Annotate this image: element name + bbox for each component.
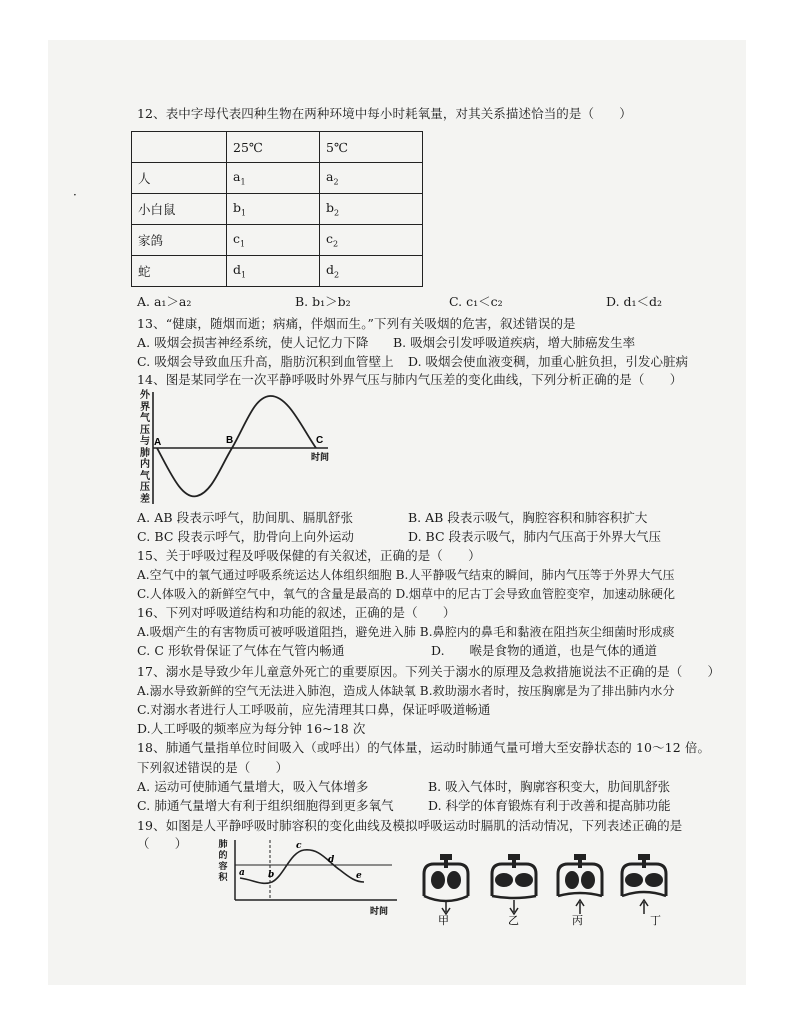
model-label-jia: 甲	[438, 914, 449, 927]
bell-jar-model-bing	[552, 852, 614, 927]
q13-option-a: A. 吸烟会损害神经系统，使人记忆力下降	[137, 335, 369, 350]
table-cell: $c_1$	[227, 225, 320, 256]
q14-pressure-chart	[150, 392, 350, 508]
table-header-cell: 5℃	[320, 132, 423, 163]
q16-option-c: C. C 形软骨保证了气体在气管内畅通	[137, 643, 345, 658]
table-header-cell: 25℃	[227, 132, 320, 163]
q19-blank: （ ）	[137, 836, 188, 851]
q16-options-ab: A.吸烟产生的有害物质可被呼吸道阻挡，避免进入肺 B.鼻腔内的鼻毛和黏液在阻挡灰尘细菌时形成痰	[137, 625, 675, 639]
margin-dot: ·	[73, 188, 77, 202]
q15-options-ab: A.空气中的氧气通过呼吸系统运达人体组织细胞 B.人平静吸气结束的瞬间，肺内气压等于外界大气压	[137, 568, 675, 582]
q17-options-ab: A.溺水导致新鲜的空气无法进入肺泡，造成人体缺氧 B.救助溺水者时，按压胸廓是为了排出肺内水分	[137, 684, 675, 698]
table-cell: $a_2$	[320, 163, 423, 194]
point-c-label: C	[316, 435, 324, 446]
table-cell: 人	[132, 163, 227, 194]
q13-option-b: B. 吸烟会引发呼吸道疾病，增大肺癌发生率	[393, 335, 636, 350]
table-row	[132, 256, 423, 287]
q14-option-a: A. AB 段表示呼气，肋间肌、膈肌舒张	[137, 510, 354, 525]
table-cell: $d_1$	[227, 256, 320, 287]
q19-stem: 19、如图是人平静呼吸时肺容积的变化曲线及模拟呼吸运动时膈肌的活动情况，下列表述正确的是	[137, 818, 683, 833]
q12-option-a: A. a₁＞a₂	[137, 294, 192, 309]
model-label-ding: 丁	[650, 914, 661, 927]
q19-y-axis-label: 肺的容积	[218, 840, 228, 883]
q18-option-c: C. 肺通气量增大有利于组织细胞得到更多氧气	[137, 798, 394, 813]
q14-option-b: B. AB 段表示吸气，胸腔容积和肺容积扩大	[408, 510, 648, 525]
q16-stem: 16、下列对呼吸道结构和功能的叙述，正确的是（ ）	[137, 605, 456, 620]
q17-stem: 17、溺水是导致少年儿童意外死亡的重要原因。下列关于溺水的原理及急救措施说法不正确的是（ ）	[137, 664, 721, 679]
q12-option-d: D. d₁＜d₂	[606, 294, 663, 309]
model-label-bing: 丙	[572, 914, 583, 927]
table-cell: 蛇	[132, 256, 227, 287]
q12-stem: 12、表中字母代表四种生物在两种环境中每小时耗氧量，对其关系描述恰当的是（ ）	[137, 106, 632, 121]
q13-option-d: D. 吸烟会使血液变稠，加重心脏负担，引发心脏病	[408, 354, 689, 369]
pressure-curve	[157, 396, 316, 496]
point-b-label: b	[268, 870, 275, 880]
q12-table	[131, 131, 423, 287]
q13-option-c: C. 吸烟会导致血压升高，脂肪沉积到血管壁上	[137, 354, 394, 369]
table-row	[132, 225, 423, 256]
q14-y-axis-label: 外界气压与肺内气压差	[140, 390, 150, 505]
q14-option-c: C. BC 段表示呼气，肋骨向上向外运动	[137, 529, 355, 544]
q14-option-d: D. BC 段表示吸气，肺内气压高于外界大气压	[408, 529, 661, 544]
table-cell: $c_2$	[320, 225, 423, 256]
point-c-label: c	[296, 841, 302, 851]
q17-option-c: C.对溺水者进行人工呼吸前，应先清理其口鼻，保证呼吸道畅通	[137, 702, 491, 717]
bell-jar-model-yi	[486, 852, 548, 927]
q15-options-cd: C.人体吸入的新鲜空气中，氧气的含量是最高的 D.烟草中的尼古丁会导致血管腔变窄，加速动脉硬化	[137, 587, 676, 601]
table-cell: $a_1$	[227, 163, 320, 194]
q18-option-d: D. 科学的体育锻炼有利于改善和提高肺功能	[428, 798, 671, 813]
q12-option-b: B. b₁＞b₂	[295, 294, 351, 309]
point-e-label: e	[356, 871, 362, 881]
table-cell: 家鸽	[132, 225, 227, 256]
point-d-label: d	[328, 855, 335, 865]
point-a-label: A	[154, 437, 162, 448]
q18-option-b: B. 吸入气体时，胸廓容积变大，肋间肌舒张	[428, 779, 671, 794]
table-cell: $d_2$	[320, 256, 423, 287]
table-row	[132, 194, 423, 225]
q14-stem: 14、图是某同学在一次平静呼吸时外界气压与肺内气压差的变化曲线，下列分析正确的是（ ）	[137, 372, 683, 387]
table-row	[132, 163, 423, 194]
q18-stem-line2: 下列叙述错误的是（ ）	[137, 760, 289, 775]
table-cell: 小白鼠	[132, 194, 227, 225]
q12-option-c: C. c₁＜c₂	[449, 294, 503, 309]
model-label-yi: 乙	[508, 914, 519, 927]
point-a-label: a	[239, 868, 245, 878]
table-cell: $b_2$	[320, 194, 423, 225]
q16-option-d: D. 喉是食物的通道，也是气体的通道	[431, 643, 658, 658]
lung-volume-curve	[240, 850, 364, 884]
table-header-cell	[132, 132, 227, 163]
point-b-label: B	[226, 435, 234, 446]
table-row	[132, 132, 423, 163]
bell-jar-model-ding	[616, 852, 678, 927]
x-axis-label: 时间	[311, 453, 330, 463]
q17-option-d: D.人工呼吸的频率应为每分钟 16~18 次	[137, 721, 366, 736]
table-cell: $b_1$	[227, 194, 320, 225]
q13-stem: 13、“健康，随烟而逝；病痛，伴烟而生。”下列有关吸烟的危害，叙述错误的是	[137, 316, 576, 331]
x-axis-label: 时间	[370, 907, 389, 917]
q18-stem-line1: 18、肺通气量指单位时间吸入（或呼出）的气体量，运动时肺通气量可增大至安静状态的 10～12 倍。	[137, 740, 711, 755]
bell-jar-model-jia	[418, 852, 480, 927]
q15-stem: 15、关于呼吸过程及呼吸保健的有关叙述，正确的是（ ）	[137, 548, 481, 563]
q19-lung-volume-chart	[232, 840, 402, 918]
q18-option-a: A. 运动可使肺通气量增大，吸入气体增多	[137, 779, 369, 794]
